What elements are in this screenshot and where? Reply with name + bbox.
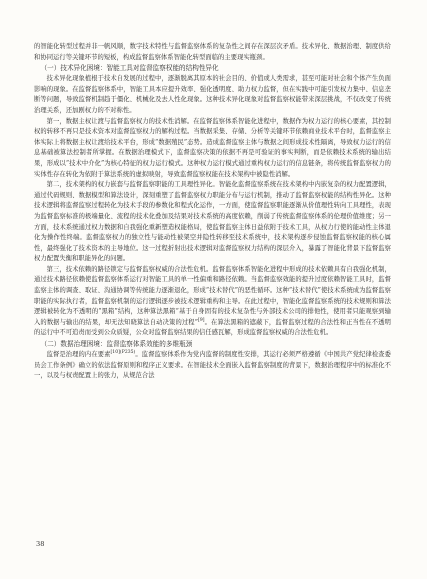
page-number: 38 [36, 540, 45, 548]
paragraph-tech-alienation-intro: 技术异化现象植根于技术自发展的过程中，逐渐脱离其原本的社会目的、价值或人类需求，甚至可能对社会和个体产生负面影响的现象。在监督监察体系中，智能工具本应提升效率、强化透明度、助力权力监督，但在实践中可能引发权力集中、信息垄断等问题，导致监督机制趋于僵化、机械化及去人性化现象。这种技术异化现象对监督监察权能带来深层挑战，不仅改变了传统治理关系，还加剧权力的不对称性。 [34, 75, 391, 114]
paragraph-first-subject: 第一，数据主权让渡与监督监察权力的技术性消解。在监督监察体系智能化进程中，数据作为权力运行的核心要素，其控制权的转移不再只是技术资本对监督监察权力的解构过程。当数据采集、存储、分析等关键环节依赖商业技术平台时，监督监察主体实际上将数据主权让渡给技术平台，形成“数据殖民”态势。造成监督监察主体与数据之间形成技术性隔离，导致权力运行的信息基础被算法控制者所掌握。在数据治理模式下，监督监察决策的依据不再是可验证的事实判断，而是依赖技术系统的输出结果，形成以“技术中介化”为核心特征的权力运行模式。这种权力运行模式通过重构权力运行的信息链条，将传统监督监察权力的实体性存在转化为依附于算法系统的虚拟映射，导致监督监察权能在技术架构中被隐性消解。 [34, 117, 391, 178]
intro-paragraph-end: 的智能化转型过程并非一帆风顺，数字技术特性与监督监察体系的复杂性之间存在深层次矛盾。技术异化、数据治理、制度供给和协同运行等关键环节的短板，构成监督监察体系智能化转型面临的主要现实瓶颈。 [34, 43, 391, 61]
section-heading-1: （一）技术异化困境：智能工具对监督监察权能的结构性异化 [40, 64, 219, 73]
paragraph-third-subject: 第三，技术依赖的路径锁定与监督监察权威的合法性危机。监督监察体系智能化进程中形成的技术依赖具有自我强化机制，通过技术路径依赖使监督监察体系运行对智能工具的单一性偏重和路径依赖。当监督监察效能的提升过度依赖智能工具时，监督监察主体的调查、取证、沟通协调等传统能力逐渐退化，形成“技术替代”的恶性循环。这种“技术替代”使技术系统成为监督监察职能的实际执行者，监督监察机制的运行逻辑逐步被技术逻辑重构和主导。在此过程中，智能化监督监察系统的技术规则和算法逻辑被转化为不透明的“黑箱”结构，这种算法黑箱“基于自身固有的技术复杂性与外部技术公司的排他性，使用者只能观察到输入的数据与输出的结果，却无法知晓算法自动决策的过程”[9]。在算法黑箱的遮蔽下，监督监察过程的合法性和正当性在不透明的运行中不可追责而受到公众质疑，公众对监督监察结果的信任感瓦解，形成监督监察权威的合法性危机。 [34, 265, 391, 337]
page-content [34, 42, 391, 382]
paragraph-second-subject: 第二，技术架构的权力嵌套与监督监察职能的工具理性异化。智能化监督监察系统在技术架构中内嵌复杂的权力配置逻辑，通过代码规则、数据模型和算法设计，深刻重塑了监督监察权力职能分布与运行机制，推动了监督监察权能的结构性异化。这种技术逻辑将监督监察过程转化为技术手段的参数化和程式化运作，一方面，使监督监察职能逐渐从价值理性转向工具理性，表现为监督监察标准的极端量化、流程的技术化叠加及结果对技术系统的高度依赖，削弱了传统监督监察体系的伦理价值维度；另一方面，技术系统通过权力数据和自我强化重新塑造权能格局，使监督监察主体日益依附于技术工具，从权力行使的能动性主体退化为操作性终端。监督监察权力的独立性与能动性被架空并隐性转移至技术系统中，技术架构逐步侵蚀监督监察权能的核心属性，最终强化了技术资本的主导地位。这一过程折射出技术逻辑对监督监察权力结构的深层介入，暴露了智能化背景下监督监察权力配置失衡和职能异化的问题。 [34, 181, 391, 263]
paragraph-data-governance: 监督是治理的内在要素$^{[10](P235)}$。监督监察体系作为党内监督的制度性安排，其运行必须严格遵循《中国共产党纪律检查委员会工作条例》确立的依法监督原则和程序正义要求。在智能技术全面嵌入监督监察制度的背景下，数据治理程序中的标准化不一，以及与权责配置上的张力，从规范合法 [34, 349, 391, 380]
section-heading-2: （二）数据治理困境：监督监察体系效能的多维瓶颈 [40, 340, 193, 349]
